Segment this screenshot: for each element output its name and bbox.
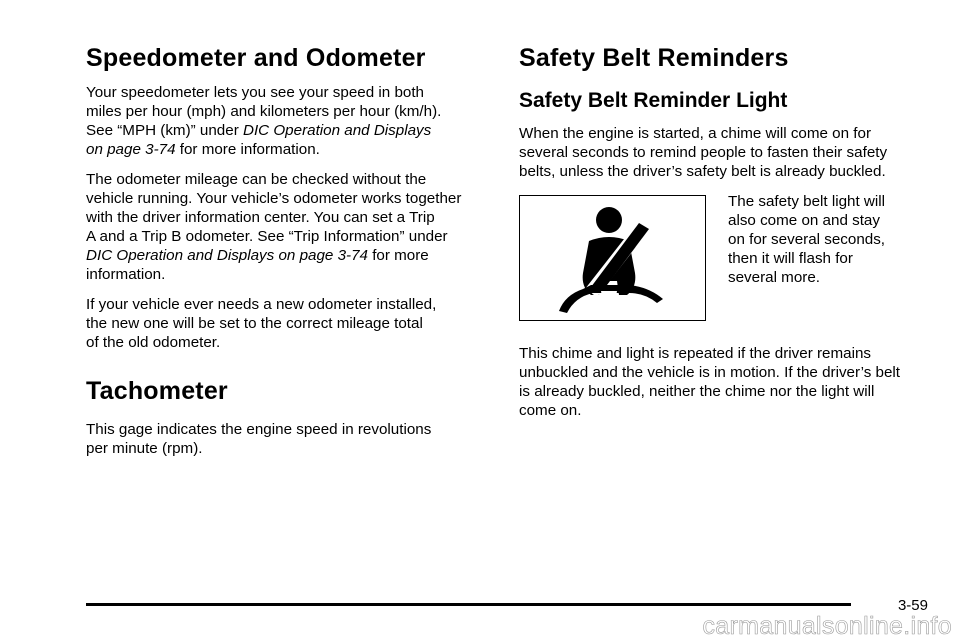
watermark: carmanualsonline.info <box>702 612 952 640</box>
speedometer-paragraph-2 <box>86 170 494 284</box>
text-line: on for several seconds, <box>728 231 886 248</box>
text-line: for more <box>367 247 429 264</box>
text-line: per minute (rpm). <box>86 440 203 457</box>
reminder-paragraph-2 <box>519 344 931 420</box>
text-line: A and a Trip B odometer. See “Trip Information” under <box>86 228 448 245</box>
text-line: for more information. <box>175 141 320 158</box>
section-title-speedometer: Speedometer and Odometer <box>86 44 426 72</box>
text-line: is already buckled, neither the chime nor the light will <box>519 383 875 400</box>
text-line: miles per hour (mph) and kilometers per hour (km/h). <box>86 103 442 120</box>
text-line: The safety belt light will <box>728 193 886 210</box>
seatbelt-person-icon <box>553 203 673 313</box>
cross-reference-link[interactable]: on page 3-74 <box>86 141 176 158</box>
text-line: The odometer mileage can be checked without the <box>86 171 427 188</box>
right-column <box>519 40 931 420</box>
text-line: the new one will be set to the correct mileage total <box>86 315 423 332</box>
text-line: several more. <box>728 269 821 286</box>
text-line: Your speedometer lets you see your speed in both <box>86 84 425 101</box>
text-line: If your vehicle ever needs a new odometer installed, <box>86 296 437 313</box>
speedometer-paragraph-3 <box>86 295 494 352</box>
text-line: information. <box>86 266 166 283</box>
left-column <box>86 40 494 458</box>
cross-reference-link[interactable]: DIC Operation and Displays <box>242 122 432 139</box>
text-line: unbuckled and the vehicle is in motion. If the driver’s belt <box>519 364 901 381</box>
section-title-safety-belt-reminders: Safety Belt Reminders <box>519 44 789 72</box>
icon-row <box>519 195 931 321</box>
tachometer-paragraph <box>86 420 494 458</box>
reminder-paragraph-1 <box>519 124 931 181</box>
safety-belt-reminder-icon <box>519 195 706 321</box>
text-line: belts, unless the driver’s safety belt is already buckled. <box>519 163 886 180</box>
text-line: See “MPH (km)” under <box>86 122 243 139</box>
text-line: When the engine is started, a chime will come on for <box>519 125 872 142</box>
text-line: several seconds to remind people to fasten their safety <box>519 144 888 161</box>
text-line: also come on and stay <box>728 212 880 229</box>
text-line: This gage indicates the engine speed in revolutions <box>86 421 432 438</box>
cross-reference-link[interactable]: DIC Operation and Displays on page 3-74 <box>86 247 368 264</box>
text-line: then it will flash for <box>728 250 853 267</box>
footer-divider <box>86 603 851 606</box>
text-line: with the driver information center. You can set a Trip <box>86 209 435 226</box>
text-line: This chime and light is repeated if the driver remains <box>519 345 872 362</box>
text-line: of the old odometer. <box>86 334 221 351</box>
text-line: come on. <box>519 402 582 419</box>
page-number: 3-59 <box>897 597 928 614</box>
subsection-title-reminder-light: Safety Belt Reminder Light <box>519 89 788 112</box>
speedometer-paragraph-1 <box>86 83 494 159</box>
text-line: vehicle running. Your vehicle’s odometer works together <box>86 190 462 207</box>
icon-description <box>728 192 928 287</box>
section-title-tachometer: Tachometer <box>86 377 228 405</box>
